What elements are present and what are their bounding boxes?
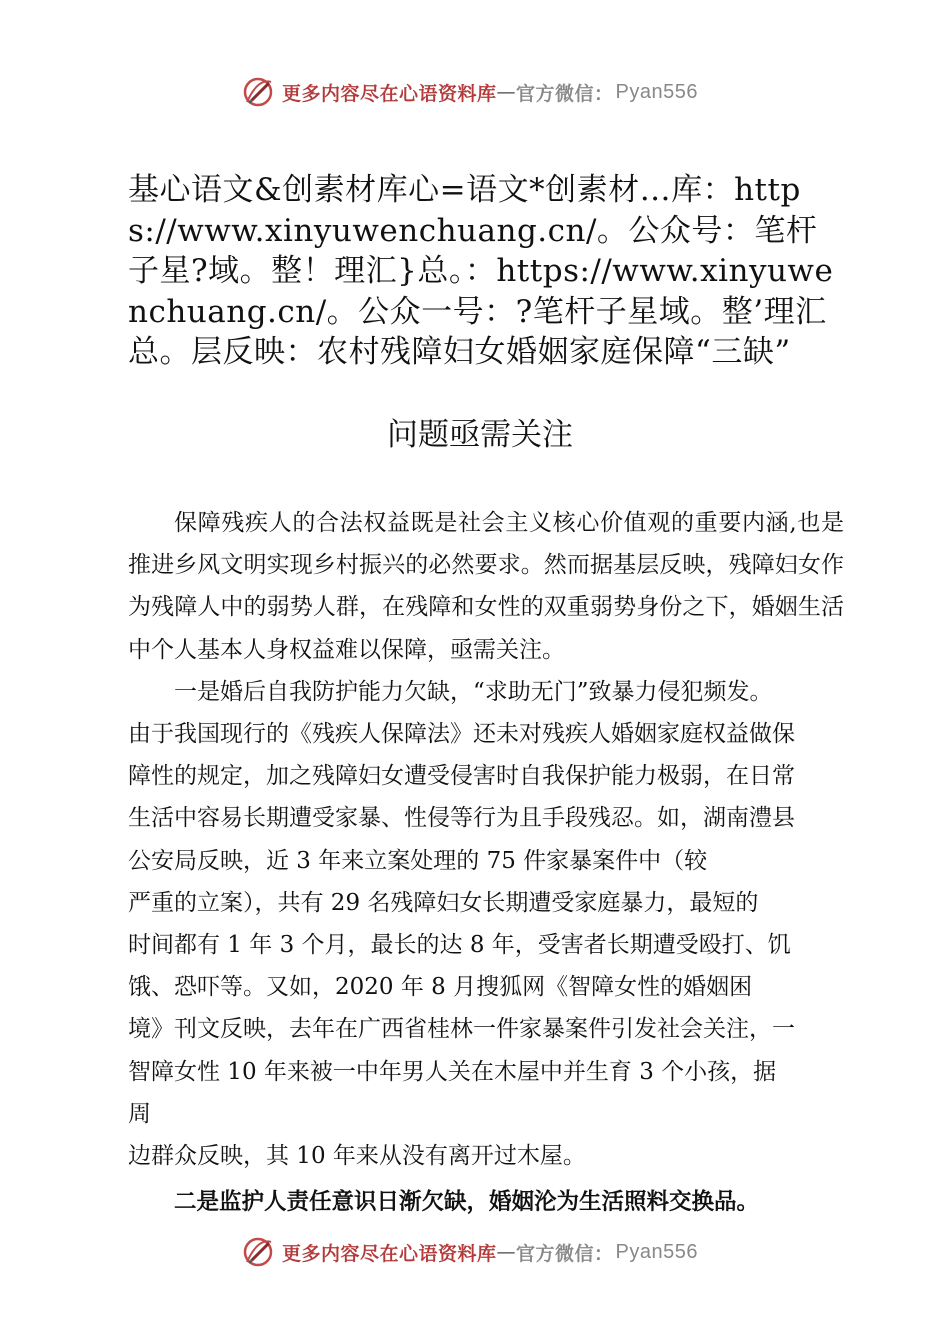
pen-swirl-logo-icon: [238, 1232, 278, 1272]
banner-text: 更多内容尽在心语资料库: [282, 1242, 497, 1265]
paragraph-line: 生活中容易长期遭受家暴、性侵等行为且手段残忍。如，湖南澧县: [128, 805, 795, 832]
paragraph-line: 一是婚后自我防护能力欠缺，“求助无门”致暴力侵犯频发。: [174, 678, 773, 705]
banner-dash: —: [496, 1241, 517, 1263]
paragraph-line: 时间都有 1 年 3 个月，最长的达 8 年，受害者长期遭受殴打、饥: [128, 932, 791, 959]
paragraph-first-point: [128, 671, 844, 1177]
document-title-line2: 问题亟需关注: [387, 417, 573, 453]
banner-wechat-id: Pyan556: [615, 80, 698, 103]
banner-wechat-id: Pyan556: [615, 1240, 698, 1263]
paragraph-line: 智障女性 10 年来被一中年男人关在木屋中并生育 3 个小孩，据: [128, 1058, 777, 1085]
footer-banner: [238, 1232, 698, 1272]
header-banner: [238, 72, 698, 112]
document-body: [128, 502, 844, 1223]
banner-wechat-label: 官方微信：: [516, 1242, 614, 1265]
banner-text: 更多内容尽在心语资料库: [282, 82, 497, 105]
paragraph-line: 饿、恐吓等。又如，2020 年 8 月搜狐网《智障女性的婚姻困: [128, 974, 753, 1001]
paragraph-line: 公安局反映，近 3 年来立案处理的 75 件家暴案件中（较: [128, 847, 708, 874]
pen-swirl-logo-icon: [238, 72, 278, 112]
paragraph-line: 周: [128, 1100, 151, 1127]
paragraph-line: 严重的立案），共有 29 名残障妇女长期遭受家庭暴力，最短的: [128, 889, 759, 916]
paragraph-intro: 保障残疾人的合法权益既是社会主义核心价值观的重要内涵,也是推进乡风文明实现乡村振兴的必然要求。然而据基层反映，残障妇女作为残障人中的弱势人群，在残障和女性的双重弱势身份之下，婚姻生活中个人基本人身权益难以保障，亟需关注。: [128, 510, 844, 663]
paragraph-line: 障性的规定，加之残障妇女遭受侵害时自我保护能力极弱，在日常: [128, 763, 795, 790]
banner-wechat-label: 官方微信：: [516, 82, 614, 105]
paragraph-line: 由于我国现行的《残疾人保障法》还未对残疾人婚姻家庭权益做保: [128, 721, 795, 748]
paragraph-line: 边群众反映，其 10 年来从没有离开过木屋。: [128, 1143, 586, 1170]
paragraph-line: 境》刊文反映，去年在广西省桂林一件家暴案件引发社会关注，一: [128, 1016, 795, 1043]
document-title: 基心语文&创素材库心=语文*创素材…库：https://www.xinyuwenchuang.cn/。公众号：笔杆子星?域。整！理汇}总。：https://www.xinyuwenchuang.cn/。公众一号：?笔杆子星域。整’理汇总。层反映：农村残障妇女婚姻家庭保障“三缺”: [128, 172, 834, 371]
paragraph-second-point: 二是监护人责任意识日渐欠缺，婚姻沦为生活照料交换品。: [174, 1189, 760, 1216]
banner-dash: —: [496, 81, 517, 103]
